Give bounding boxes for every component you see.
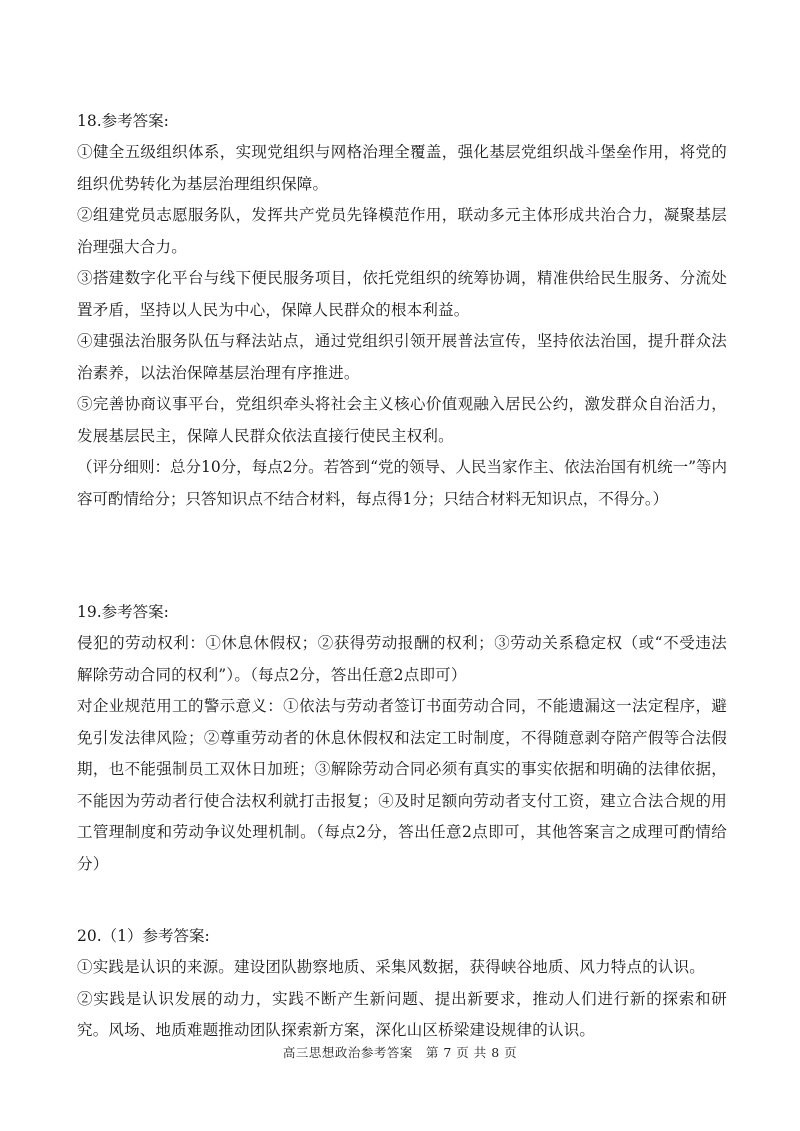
q19-heading: 19.参考答案:	[77, 603, 169, 621]
q20-heading: 20.（1）参考答案:	[77, 927, 210, 945]
q20-point-1: ①实践是认识的来源。建设团队勘察地质、采集风数据，获得峡谷地质、风力特点的认识。	[77, 958, 706, 976]
q18-point-3: ③搭建数字化平台与线下便民服务项目，依托党组织的统筹协调，精准供给民生服务、分流处置矛盾，坚持以人民为中心，保障人民群众的根本利益。	[77, 269, 727, 319]
q18-point-5: ⑤完善协商议事平台，党组织牵头将社会主义核心价值观融入居民公约，激发群众自治活力，发展基层民主，保障人民群众依法直接行使民主权利。	[77, 395, 727, 445]
question-20-answer	[77, 921, 727, 1047]
q18-point-4: ④建强法治服务队伍与释法站点，通过党组织引领开展普法宣传，坚持依法治国，提升群众法治素养，以法治保障基层治理有序推进。	[77, 332, 727, 382]
q18-scoring-note: （评分细则：总分10分，每点2分。若答到“党的领导、人民当家作主、依法治国有机统一”等内容可酌情给分；只答知识点不结合材料，每点得1分；只结合材料无知识点，不得分。）	[77, 458, 727, 508]
q18-point-2: ②组建党员志愿服务队，发挥共产党员先锋模范作用，联动多元主体形成共治合力，凝聚基层治理强大合力。	[77, 206, 727, 256]
q20-point-2: ②实践是认识发展的动力，实践不断产生新问题、提出新要求，推动人们进行新的探索和研究。风场、地质难题推动团队探索新方案，深化山区桥梁建设规律的认识。	[77, 989, 727, 1039]
q18-heading: 18.参考答案:	[77, 112, 169, 130]
page-footer: 高三思想政治参考答案 第 7 页 共 8 页	[282, 1045, 518, 1060]
q19-violated-rights: 侵犯的劳动权利：①休息休假权；②获得劳动报酬的权利；③劳动关系稳定权（或“不受违法解除劳动合同的权利”）。（每点2分，答出任意2点即可）	[77, 634, 727, 684]
q19-warning-significance: 对企业规范用工的警示意义：①依法与劳动者签订书面劳动合同，不能遗漏这一法定程序，避免引发法律风险；②尊重劳动者的休息休假权和法定工时制度，不得随意剥夺陪产假等合法假期，也不能强制员工双休日加班；③解除劳动合同必须有真实的事实依据和明确的法律依据，不能因为劳动者行使合法权利就打击报复；④及时足额向劳动者支付工资，建立合法合规的用工管理制度和劳动争议处理机制。（每点2分，答出任意2点即可，其他答案言之成理可酌情给分）	[77, 697, 727, 873]
q18-point-1: ①健全五级组织体系，实现党组织与网格治理全覆盖，强化基层党组织战斗堡垒作用，将党的组织优势转化为基层治理组织保障。	[77, 143, 727, 193]
question-19-answer	[77, 597, 727, 880]
question-18-answer	[77, 106, 727, 515]
